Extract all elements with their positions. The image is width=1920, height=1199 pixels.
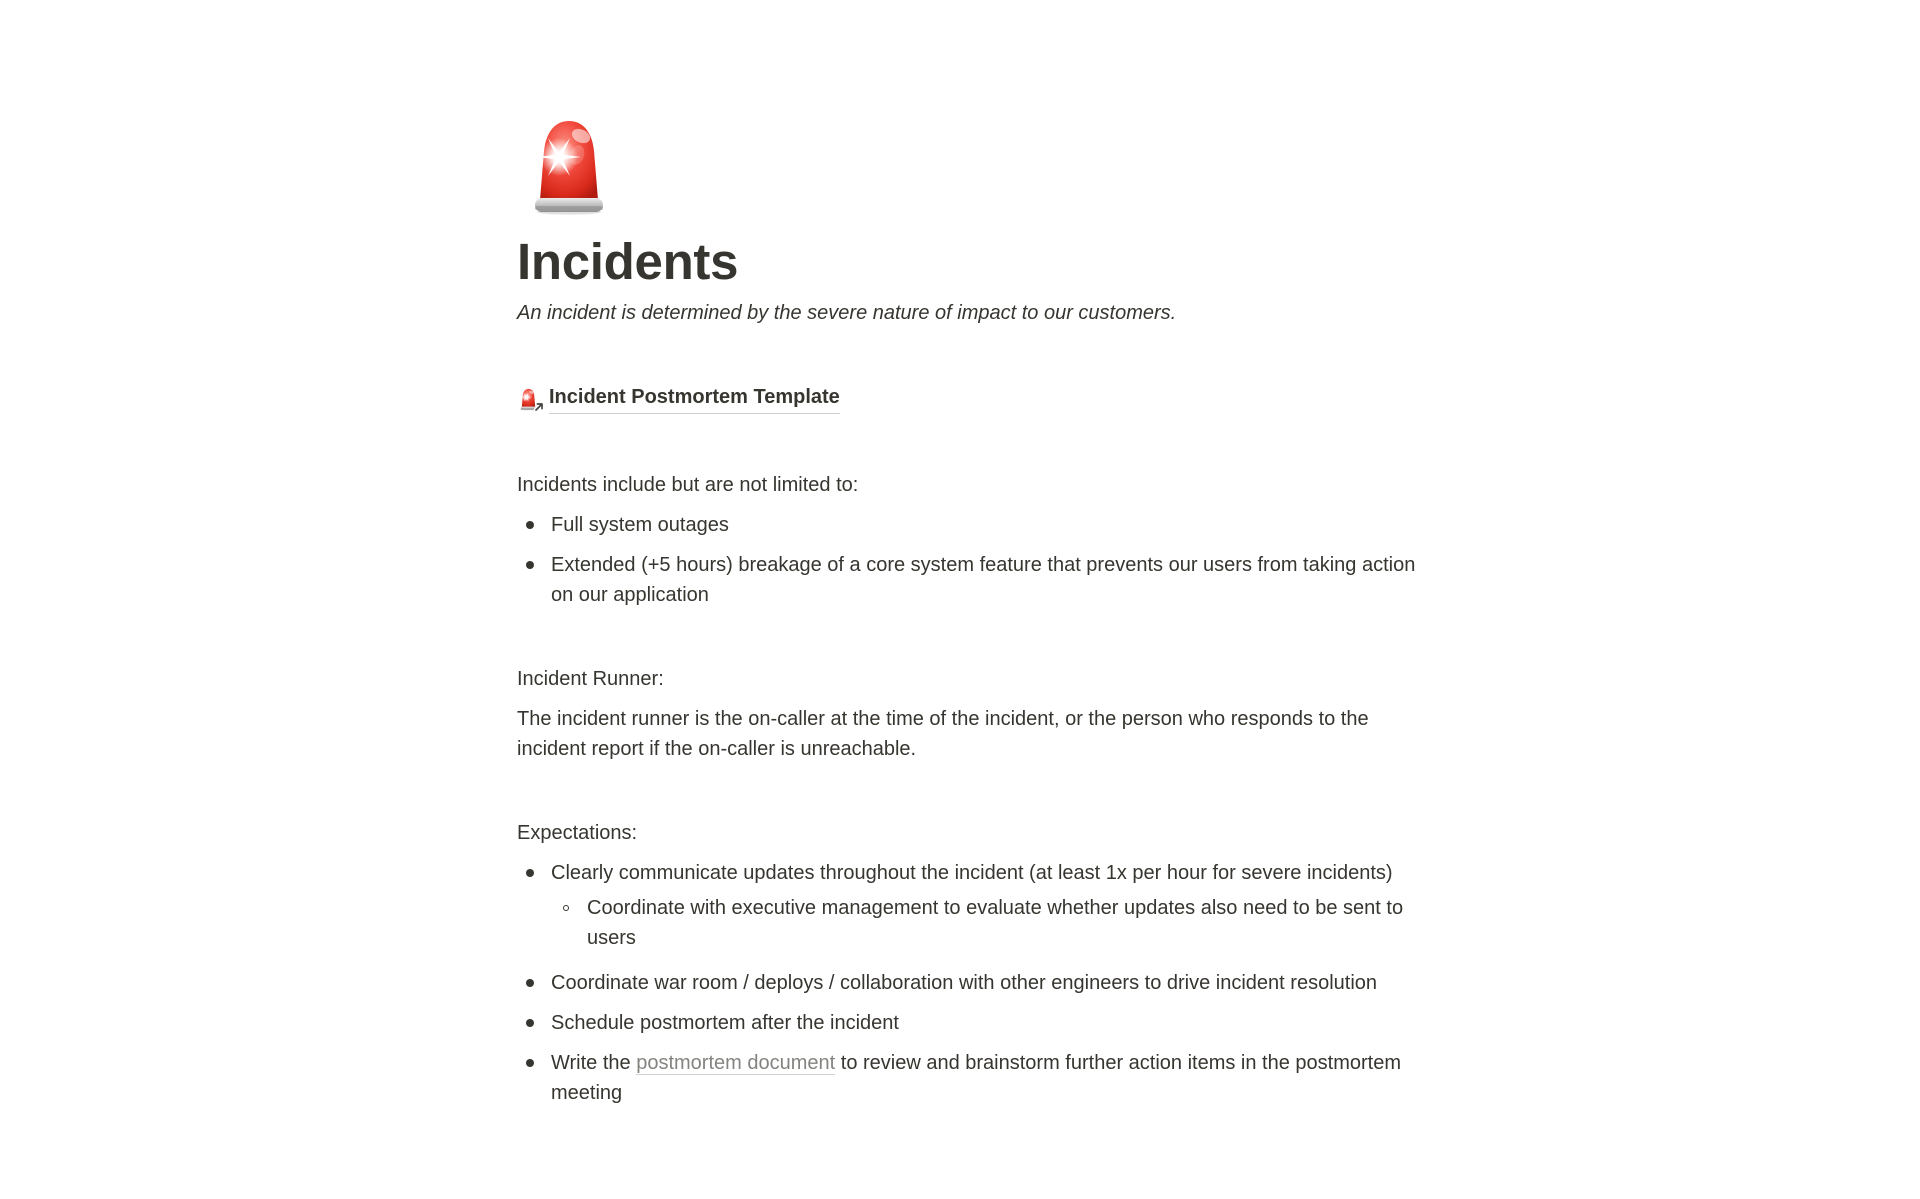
bullet-marker xyxy=(526,561,534,569)
siren-icon xyxy=(519,113,619,217)
subpage-link-label: Incident Postmortem Template xyxy=(549,382,840,414)
page-subtitle[interactable]: An incident is determined by the severe nature of impact to our customers. xyxy=(517,302,1177,324)
list-item-text: Schedule postmortem after the incident xyxy=(551,1011,899,1034)
empty-block xyxy=(515,769,1420,813)
list-item-text: Full system outages xyxy=(551,513,729,536)
list-item[interactable] xyxy=(515,505,1420,545)
subpage-link-block xyxy=(515,377,1420,421)
circle-bullet-marker xyxy=(563,905,569,911)
page-title[interactable]: Incidents xyxy=(517,233,739,290)
bullet-marker xyxy=(526,1019,534,1027)
list-item-text: Extended (+5 hours) breakage of a core system feature that prevents our users from taking action on our application xyxy=(551,553,1416,606)
subpage-arrow-icon xyxy=(532,400,546,414)
intro-heading[interactable]: Incidents include but are not limited to: xyxy=(517,473,859,496)
list-item[interactable] xyxy=(515,1043,1420,1113)
list-item[interactable] xyxy=(515,853,1420,963)
list-item-text-suffix: to review and brainstorm further action items in the postmortem meeting xyxy=(551,1051,1401,1104)
list-item-text: Coordinate with executive management to evaluate whether updates also need to be sent to users xyxy=(587,896,1404,949)
bullet-marker xyxy=(526,869,534,877)
incident-runner-body[interactable]: The incident runner is the on-caller at the time of the incident, or the person who responds to the incident report if the on-caller is unreachable. xyxy=(517,707,1369,760)
list-item-text: Coordinate war room / deploys / collaboration with other engineers to drive incident resolution xyxy=(551,971,1378,994)
bullet-marker xyxy=(526,979,534,987)
page-icon-siren[interactable] xyxy=(519,113,619,217)
incident-runner-heading[interactable]: Incident Runner: xyxy=(517,667,664,690)
postmortem-document-link[interactable]: postmortem document xyxy=(636,1051,836,1074)
bullet-marker xyxy=(526,521,534,529)
expectations-bullet-list xyxy=(515,853,1420,1113)
list-item-text-prefix: Write the xyxy=(551,1051,637,1074)
page-content xyxy=(515,0,1420,1113)
expectations-heading[interactable]: Expectations: xyxy=(517,821,638,844)
list-item[interactable] xyxy=(515,1003,1420,1043)
list-item-text: Clearly communicate updates throughout the incident (at least 1x per hour for severe incidents) xyxy=(551,861,1393,884)
list-item[interactable] xyxy=(551,888,1418,958)
empty-block xyxy=(515,615,1420,659)
list-item[interactable] xyxy=(515,963,1420,1003)
list-item[interactable] xyxy=(515,545,1420,615)
nested-bullet-list xyxy=(551,888,1418,958)
intro-bullet-list xyxy=(515,505,1420,615)
incident-postmortem-template-link[interactable] xyxy=(517,382,840,414)
empty-block xyxy=(515,333,1420,377)
subpage-icon-wrap xyxy=(517,386,542,411)
empty-block xyxy=(515,421,1420,465)
bullet-marker xyxy=(526,1059,534,1067)
